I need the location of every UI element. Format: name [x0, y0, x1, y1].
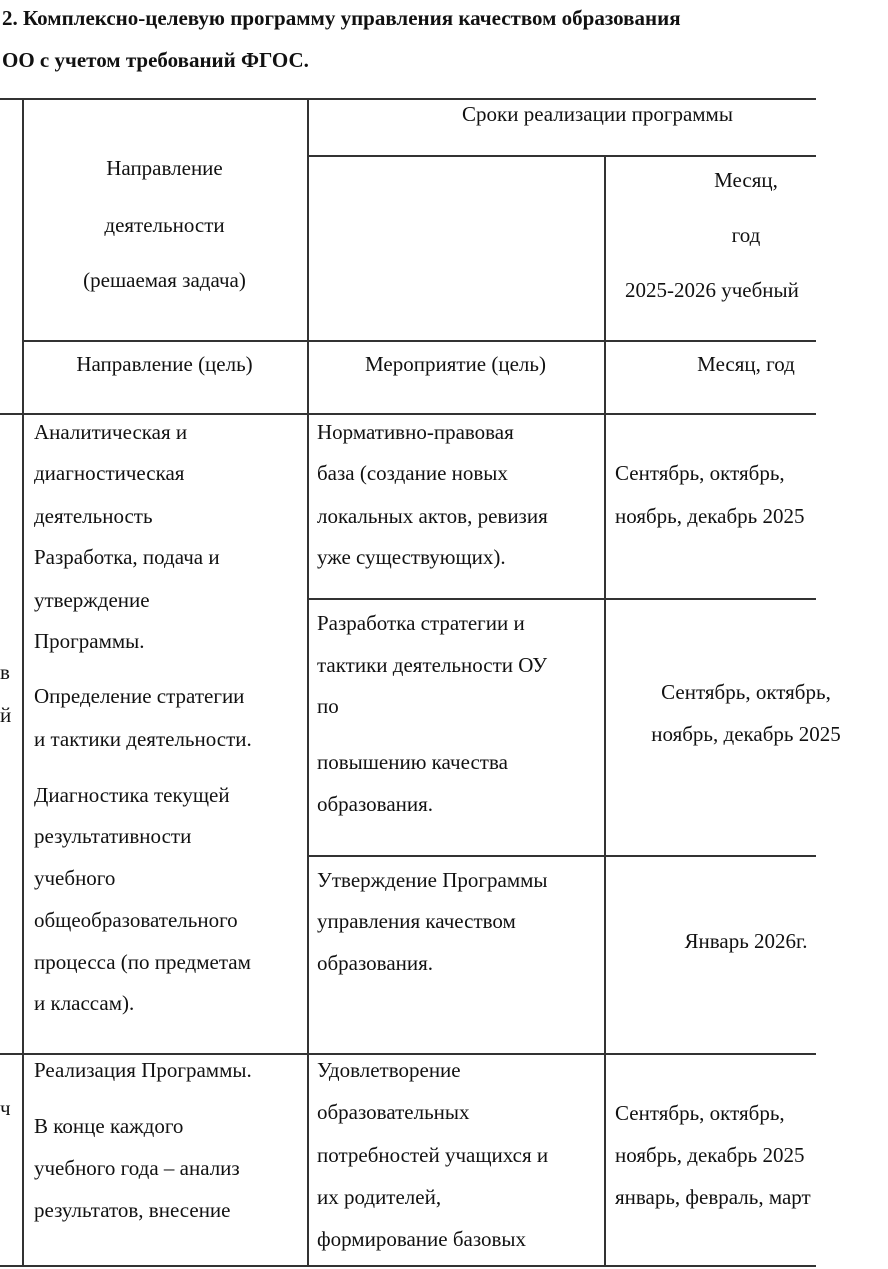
left-fragment: в — [0, 660, 10, 684]
cell-line: Разработка, подача и — [34, 545, 220, 569]
cell-line: Нормативно-правовая — [317, 420, 514, 444]
cell-line: Программы. — [34, 629, 145, 653]
cell-line: ноябрь, декабрь 2025 — [615, 1143, 805, 1167]
section-title-line1: 2. Комплексно-целевую программу управления качеством образования — [2, 6, 681, 30]
cell-line: Разработка стратегии и — [317, 611, 525, 635]
cell-line: потребностей учащихся и — [317, 1143, 549, 1167]
header-month: год — [731, 223, 761, 247]
cell-line: Определение стратегии — [34, 684, 245, 708]
header-direction: деятельности — [104, 213, 225, 237]
cell-line: Диагностика текущей — [34, 783, 230, 807]
cell-line: база (создание новых — [317, 461, 508, 485]
cell-line: и классам). — [34, 991, 135, 1015]
left-fragment: й — [0, 703, 12, 727]
cell-line: январь, февраль, март — [615, 1185, 811, 1209]
cell-line: утверждение — [34, 588, 150, 612]
header-col3: Месяц, год — [697, 352, 795, 376]
cell-line: локальных актов, ревизия — [317, 504, 548, 528]
header-terms: Сроки реализации программы — [462, 102, 733, 126]
cell-line: управления качеством — [317, 909, 516, 933]
header-direction: (решаемая задача) — [83, 268, 246, 292]
row1-date3: Январь 2026г. — [684, 929, 808, 953]
cell-line: результатов, внесение — [34, 1198, 231, 1222]
cell-line: ноябрь, декабрь 2025 — [651, 722, 841, 746]
cell-line: ноябрь, декабрь 2025 — [615, 504, 805, 528]
cell-line: Сентябрь, октябрь, — [661, 680, 831, 704]
cell-line: формирование базовых — [317, 1227, 527, 1251]
header-col2: Мероприятие (цель) — [365, 352, 546, 376]
cell-line: учебного — [34, 866, 116, 890]
cell-line: образования. — [317, 951, 434, 975]
cell-line: процесса (по предметам — [34, 950, 251, 974]
cell-line: Сентябрь, октябрь, — [615, 461, 785, 485]
header-month: 2025-2026 учебный — [625, 278, 799, 302]
cell-line: и тактики деятельности. — [34, 727, 252, 751]
cell-line: общеобразовательного — [34, 908, 238, 932]
cell-line: учебного года – анализ — [34, 1156, 240, 1180]
cell-line: образовательных — [317, 1100, 470, 1124]
cell-line: Аналитическая и — [34, 420, 188, 444]
cell-line: их родителей, — [317, 1185, 442, 1209]
cell-line: Реализация Программы. — [34, 1058, 252, 1082]
cell-line: результативности — [34, 824, 192, 848]
header-direction: Направление — [106, 156, 223, 180]
cell-line: тактики деятельности ОУ — [317, 653, 548, 677]
cell-line: деятельность — [34, 504, 153, 528]
cell-line: Удовлетворение — [317, 1058, 461, 1082]
left-fragment: ч — [0, 1096, 11, 1120]
section-title-line2: ОО с учетом требований ФГОС. — [2, 48, 309, 72]
header-col1: Направление (цель) — [76, 352, 253, 376]
header-month: Месяц, — [714, 168, 778, 192]
cell-line: образования. — [317, 792, 434, 816]
cell-line: Утверждение Программы — [317, 868, 548, 892]
cell-line: повышению качества — [317, 750, 508, 774]
cell-line: Сентябрь, октябрь, — [615, 1101, 785, 1125]
cell-line: по — [317, 694, 339, 718]
cell-line: диагностическая — [34, 461, 185, 485]
cell-line: уже существующих). — [317, 545, 506, 569]
cell-line: В конце каждого — [34, 1114, 184, 1138]
